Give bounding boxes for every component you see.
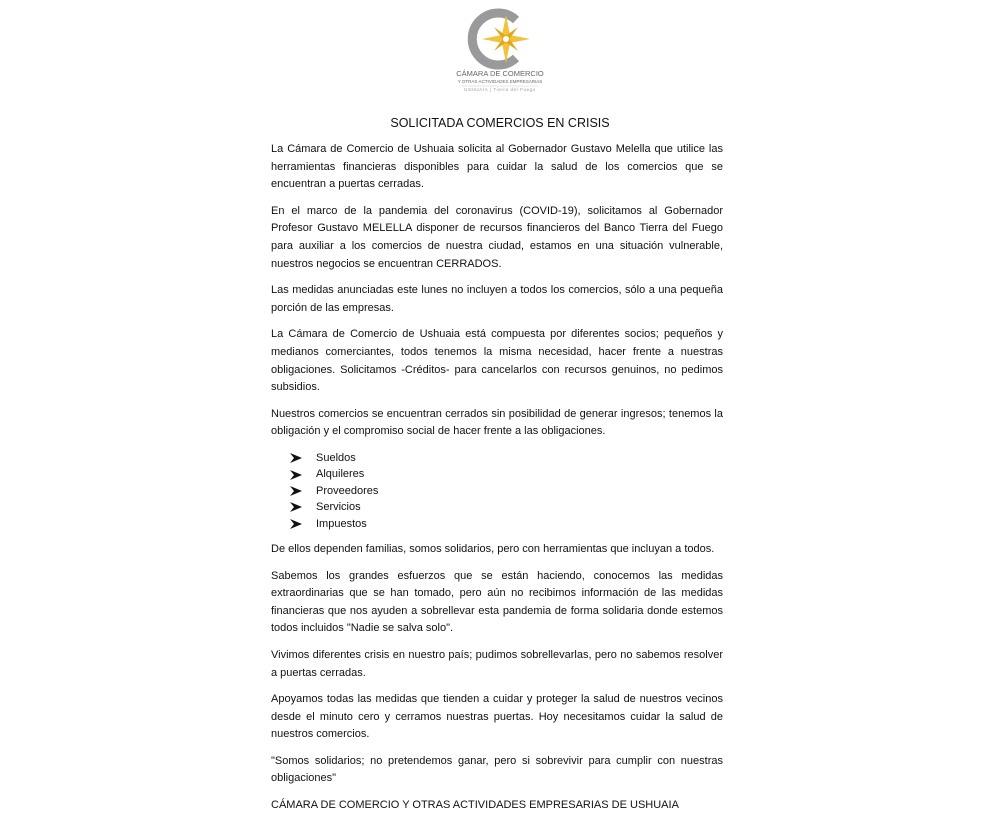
document-body <box>271 141 723 824</box>
arrow-bullet-icon <box>290 453 302 463</box>
paragraph: De ellos dependen familias, somos solidarios, pero con herramientas que incluyan a todos. <box>271 542 715 555</box>
list-item: Impuestos <box>290 516 723 532</box>
paragraph: Sabemos los grandes esfuerzos que se están haciendo, conocemos las medidas extraordinarias que se han tomado, pero aún no recibimos información de las medidas financieras que nos ayuden a sobrellevar esta pandemia de forma solidaria donde estemos todos incluidos "Nadie se salva solo". <box>271 569 723 635</box>
arrow-bullet-icon <box>290 519 302 529</box>
paragraph: Nuestros comercios se encuentran cerrados sin posibilidad de generar ingresos; tenemos la obligación y el compromiso social de hacer frente a las obligaciones. <box>271 407 723 438</box>
list-item: Alquileres <box>290 466 723 482</box>
list-item: Proveedores <box>290 483 723 499</box>
logo-line2: Y OTRAS ACTIVIDADES EMPRESARIAS <box>457 79 543 84</box>
document-title: SOLICITADA COMERCIOS EN CRISIS <box>390 116 610 130</box>
arrow-bullet-icon <box>290 486 302 496</box>
paragraph: La Cámara de Comercio de Ushuaia solicita al Gobernador Gustavo Melella que utilice las herramientas financieras disponibles para cuidar la salud de los comercios que se encuentran a puertas cerradas. <box>271 143 723 191</box>
list-item: Sueldos <box>290 450 723 466</box>
arrow-bullet-icon <box>290 502 302 512</box>
signature: CÁMARA DE COMERCIO Y OTRAS ACTIVIDADES EMPRESARIAS DE USHUAIA <box>271 799 679 812</box>
paragraph: Apoyamos todas las medidas que tienden a cuidar y proteger la salud de nuestros vecinos desde el minuto cero y cerramos nuestras puertas. Hoy necesitamos cuidar la salud de nuestros comercios. <box>271 693 723 741</box>
paragraph: La Cámara de Comercio de Ushuaia está compuesta por diferentes socios; pequeños y medianos comerciantes, todos tenemos la misma necesidad, hacer frente a nuestras obligaciones. Solicitamos -Créditos- para cancelarlos con recursos genuinos, no pedimos subsidios. <box>271 328 723 394</box>
chamber-logo <box>440 2 560 98</box>
compass-c-emblem-icon <box>440 2 560 98</box>
paragraph: Las medidas anunciadas este lunes no incluyen a todos los comercios, sólo a una pequeña porción de las empresas. <box>271 284 723 314</box>
obligations-list <box>290 450 723 532</box>
paragraph: Vivimos diferentes crisis en nuestro país; pudimos sobrellevarlas, pero no sabemos resolver a puertas cerradas. <box>271 648 723 679</box>
paragraph: En el marco de la pandemia del coronavirus (COVID-19), solicitamos al Gobernador Profesor Gustavo MELELLA disponer de recursos financieros del Banco Tierra del Fuego para auxiliar a los comercios de nuestra ciudad, estamos en una situación vulnerable, nuestros negocios se encuentran CERRADOS. <box>271 204 723 270</box>
arrow-bullet-icon <box>290 470 302 480</box>
logo-line1: CÁMARA DE COMERCIO <box>456 69 544 78</box>
logo-line3: USHUAIA | Tierra del Fuego <box>464 87 536 92</box>
list-item: Servicios <box>290 499 723 515</box>
paragraph: "Somos solidarios; no pretendemos ganar, pero si sobrevivir para cumplir con nuestras obligaciones" <box>271 754 723 785</box>
